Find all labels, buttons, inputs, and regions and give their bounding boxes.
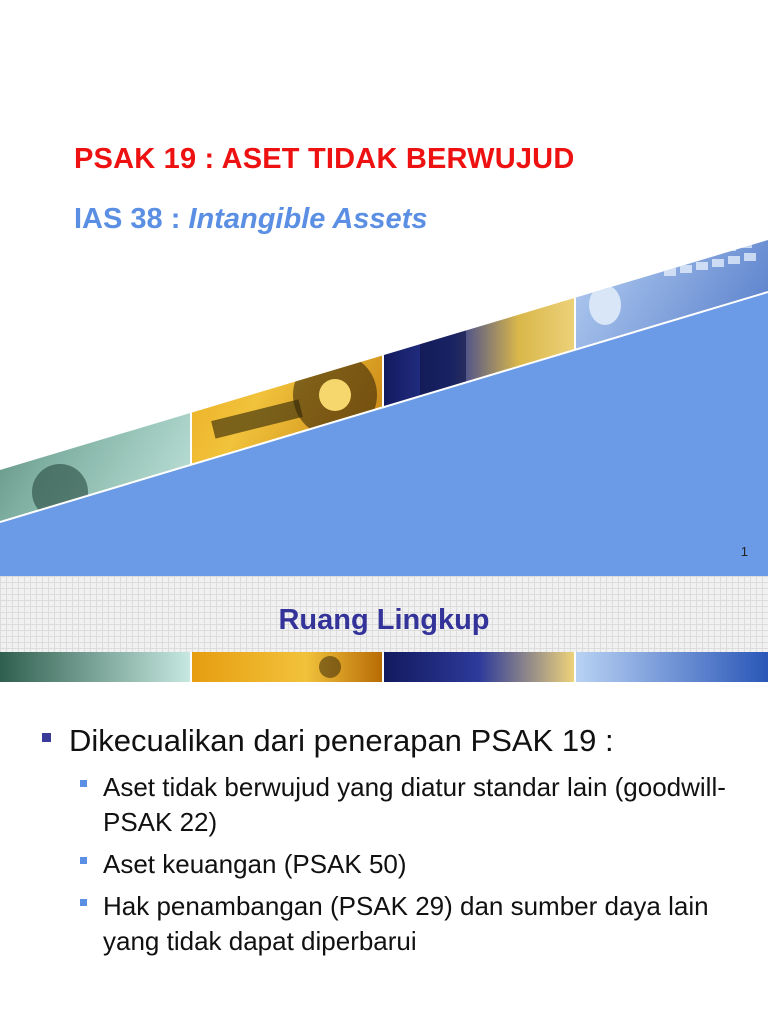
- sub-bullet-item: [78, 847, 738, 882]
- subtitle-prefix: IAS 38 :: [74, 203, 189, 235]
- square-bullet-icon: [80, 899, 87, 906]
- sub-bullet-list: [78, 770, 738, 959]
- sub-bullet-text: Hak penambangan (PSAK 29) dan sumber daya lain yang tidak dapat diperbarui: [103, 891, 709, 956]
- hard-drive-photo: [192, 652, 382, 682]
- content-slide: [0, 576, 768, 1024]
- square-bullet-icon: [80, 780, 87, 787]
- slide-heading: Ruang Lingkup: [278, 604, 490, 636]
- square-bullet-icon: [42, 733, 51, 742]
- bullet-text: Dikecualikan dari penerapan PSAK 19 :: [69, 723, 614, 758]
- photo-band: [0, 652, 768, 682]
- subtitle-italic: Intangible Assets: [188, 203, 428, 235]
- bullet-list: [40, 722, 738, 966]
- blue-wedge: [0, 292, 768, 576]
- sub-bullet-item: [78, 889, 738, 959]
- slide-title: PSAK 19 : ASET TIDAK BERWUJUD: [74, 143, 575, 175]
- sub-bullet-text: Aset keuangan (PSAK 50): [103, 849, 407, 879]
- keyboard-mouse-photo: [576, 652, 768, 682]
- square-bullet-icon: [80, 857, 87, 864]
- bullet-item: [40, 722, 738, 760]
- sub-bullet-text: Aset tidak berwujud yang diatur standar lain (goodwill-PSAK 22): [103, 772, 726, 837]
- desk-photo: [0, 652, 190, 682]
- hand-keyboard-photo: [384, 652, 574, 682]
- page-number: 1: [740, 544, 748, 559]
- sub-bullet-item: [78, 770, 738, 840]
